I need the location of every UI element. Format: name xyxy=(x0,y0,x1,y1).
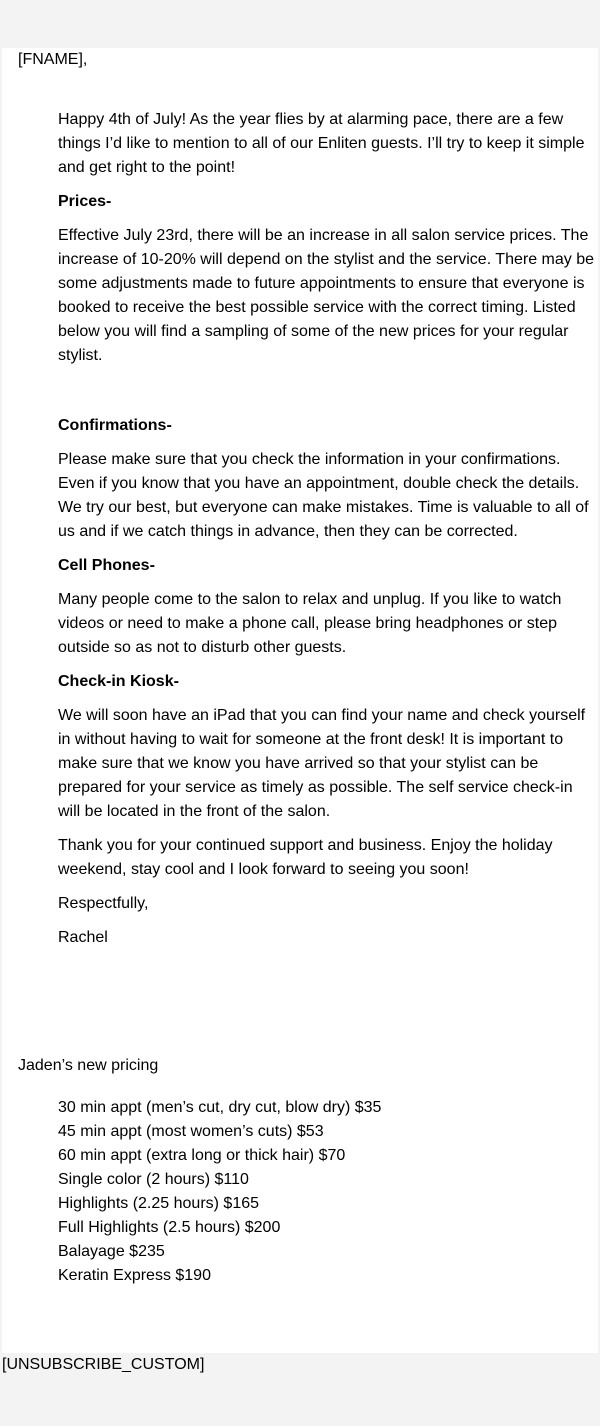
intro-paragraph: Happy 4th of July! As the year flies by at alarming pace, there are a few things I’d like to mention to all of our Enliten guests. I’ll try to keep it simple and get right to the point! xyxy=(58,111,585,176)
pricing-heading: Jaden’s new pricing xyxy=(18,1057,159,1074)
section-body-prices: Effective July 23rd, there will be an increase in all salon service prices. The increase of 10-20% will depend on the stylist and the service. There may be some adjustments made to future appointments to ensure that everyone is booked to receive the best possible service with the correct timing. Listed below you will find a sampling of some of the new prices for your regular stylist. xyxy=(58,227,594,364)
closing-paragraph: Thank you for your continued support and business. Enjoy the holiday weekend, stay cool and I look forward to seeing you soon! xyxy=(58,837,553,878)
price-item: 45 min appt (most women’s cuts) $53 xyxy=(58,1123,324,1140)
section-body-check-in-kiosk: We will soon have an iPad that you can find your name and check yourself in without having to wait for someone at the front desk! It is important to make sure that we know you have arrived so that your stylist can be prepared for your service as timely as possible. The self service check-in will be located in the front of the salon. xyxy=(58,707,586,820)
section-body-confirmations: Please make sure that you check the information in your confirmations. Even if you know that you have an appointment, double check the details. We try our best, but everyone can make mistakes. Time is valuable to all of us and if we catch things in advance, then they can be corrected. xyxy=(58,451,589,540)
email-body xyxy=(2,48,598,1353)
price-item: Highlights (2.25 hours) $165 xyxy=(58,1195,260,1212)
price-item: Full Highlights (2.5 hours) $200 xyxy=(58,1219,281,1236)
unsubscribe-link[interactable]: [UNSUBSCRIBE_CUSTOM] xyxy=(2,1356,205,1373)
price-list xyxy=(58,1096,381,1288)
letter-content xyxy=(58,108,598,960)
section-heading-prices: Prices- xyxy=(58,193,112,210)
price-item: 60 min appt (extra long or thick hair) $70 xyxy=(58,1147,346,1164)
price-item: Balayage $235 xyxy=(58,1243,165,1260)
price-item: 30 min appt (men’s cut, dry cut, blow dry) $35 xyxy=(58,1099,382,1116)
signoff: Respectfully, xyxy=(58,895,149,912)
spacer xyxy=(58,378,598,414)
section-heading-confirmations: Confirmations- xyxy=(58,417,172,434)
price-item: Single color (2 hours) $110 xyxy=(58,1171,249,1188)
price-item: Keratin Express $190 xyxy=(58,1267,211,1284)
section-heading-cell-phones: Cell Phones- xyxy=(58,557,155,574)
greeting: [FNAME], xyxy=(18,51,88,68)
section-body-cell-phones: Many people come to the salon to relax and unplug. If you like to watch videos or need to make a phone call, please bring headphones or step outside so as not to disturb other guests. xyxy=(58,591,562,656)
section-heading-check-in-kiosk: Check-in Kiosk- xyxy=(58,673,179,690)
signature: Rachel xyxy=(58,929,108,946)
